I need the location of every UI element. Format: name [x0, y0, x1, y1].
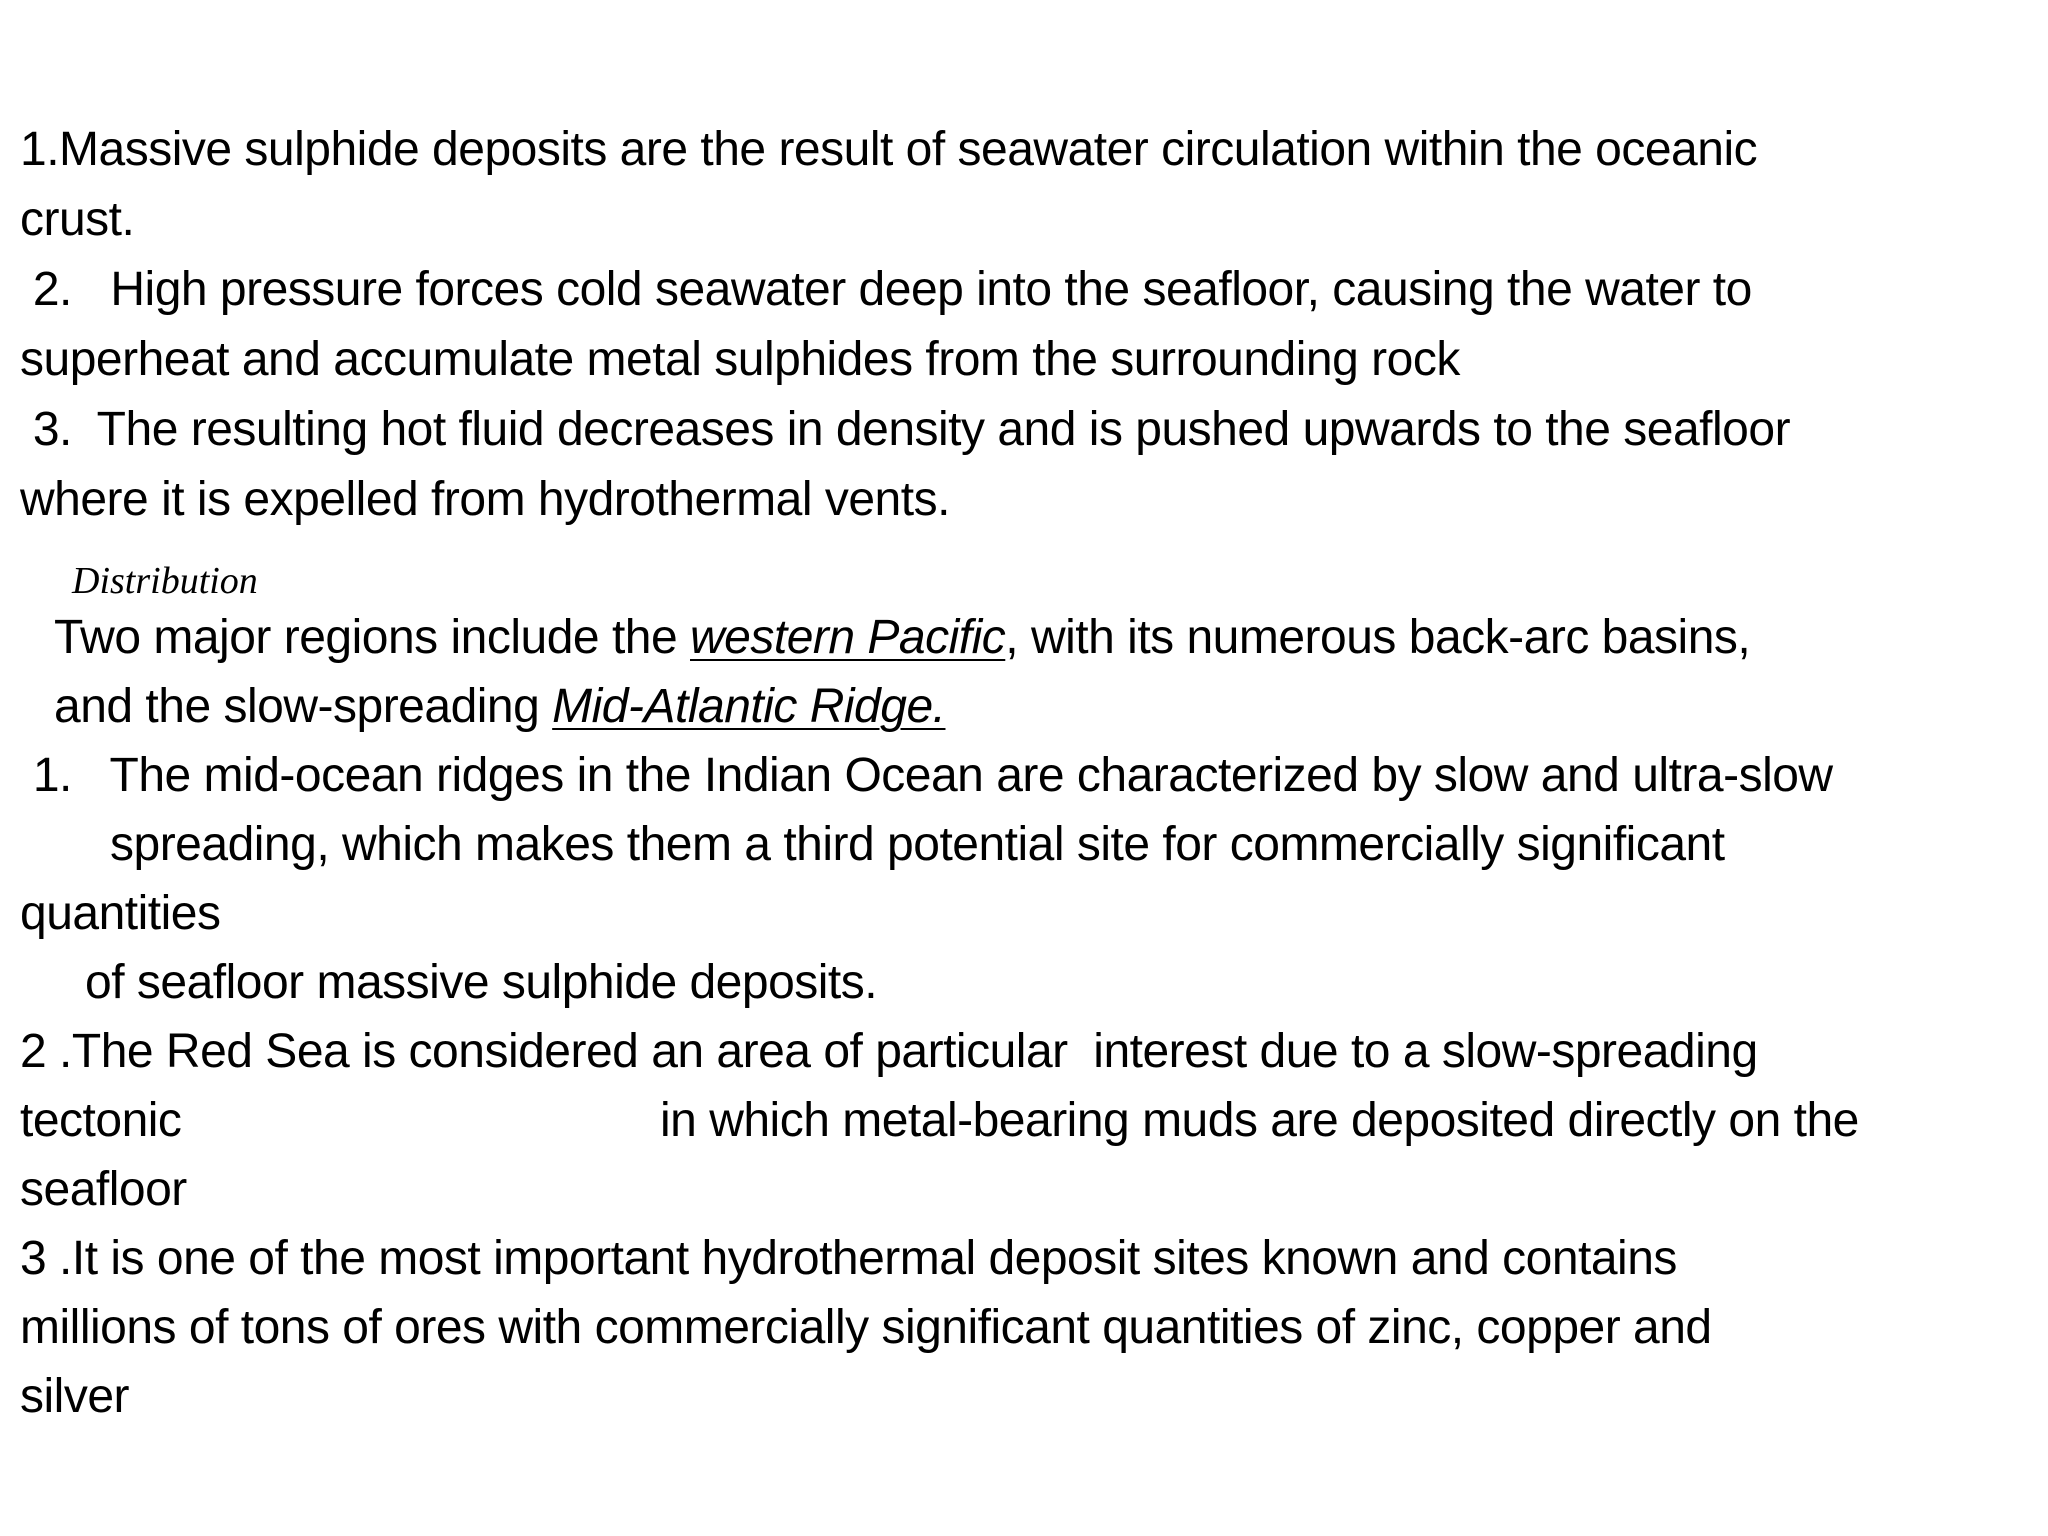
indian-ocean-line-4: of seafloor massive sulphide deposits. [85, 956, 878, 1009]
point-2-line-2: superheat and accumulate metal sulphides from the surrounding rock [20, 333, 1460, 386]
site-line-3: silver [20, 1370, 130, 1423]
red-sea-line-3: seafloor [20, 1163, 187, 1216]
indian-ocean-line-2: spreading, which makes them a third potential site for commercially significant [110, 818, 1725, 871]
point-2-line-1: 2. High pressure forces cold seawater deep into the seafloor, causing the water to [20, 263, 1752, 316]
red-sea-line-2b: in which metal-bearing muds are deposited directly on the [660, 1094, 1859, 1147]
red-sea-line-1: 2 .The Red Sea is considered an area of particular interest due to a slow-spreading [20, 1025, 1758, 1078]
regions-line-2-prefix: and the slow-spreading [54, 680, 553, 733]
regions-line-1 [54, 603, 1750, 673]
site-line-1: 3 .It is one of the most important hydrothermal deposit sites known and contains [20, 1232, 1677, 1285]
point-1-line-1: 1.Massive sulphide deposits are the result of seawater circulation within the oceanic [20, 123, 1758, 176]
regions-intro-2: , with its numerous back-arc basins, [1005, 611, 1751, 664]
point-1-line-2: crust. [20, 193, 135, 246]
red-sea-line-2a: tectonic [20, 1094, 182, 1147]
site-line-2: millions of tons of ores with commercially significant quantities of zinc, copper and [20, 1301, 1712, 1354]
region-western-pacific: western Pacific [690, 611, 1006, 664]
point-3-line-1: 3. The resulting hot fluid decreases in density and is pushed upwards to the seafloor [20, 403, 1791, 456]
distribution-heading: Distribution [72, 560, 258, 602]
regions-line-2 [54, 672, 945, 742]
point-3-line-2: where it is expelled from hydrothermal vents. [20, 473, 950, 526]
indian-ocean-line-3: quantities [20, 887, 221, 940]
indian-ocean-line-1: 1. The mid-ocean ridges in the Indian Ocean are characterized by slow and ultra-slow [20, 749, 1833, 802]
region-mid-atlantic-ridge: Mid-Atlantic Ridge. [552, 680, 946, 733]
regions-intro-1: Two major regions include the [54, 611, 690, 664]
